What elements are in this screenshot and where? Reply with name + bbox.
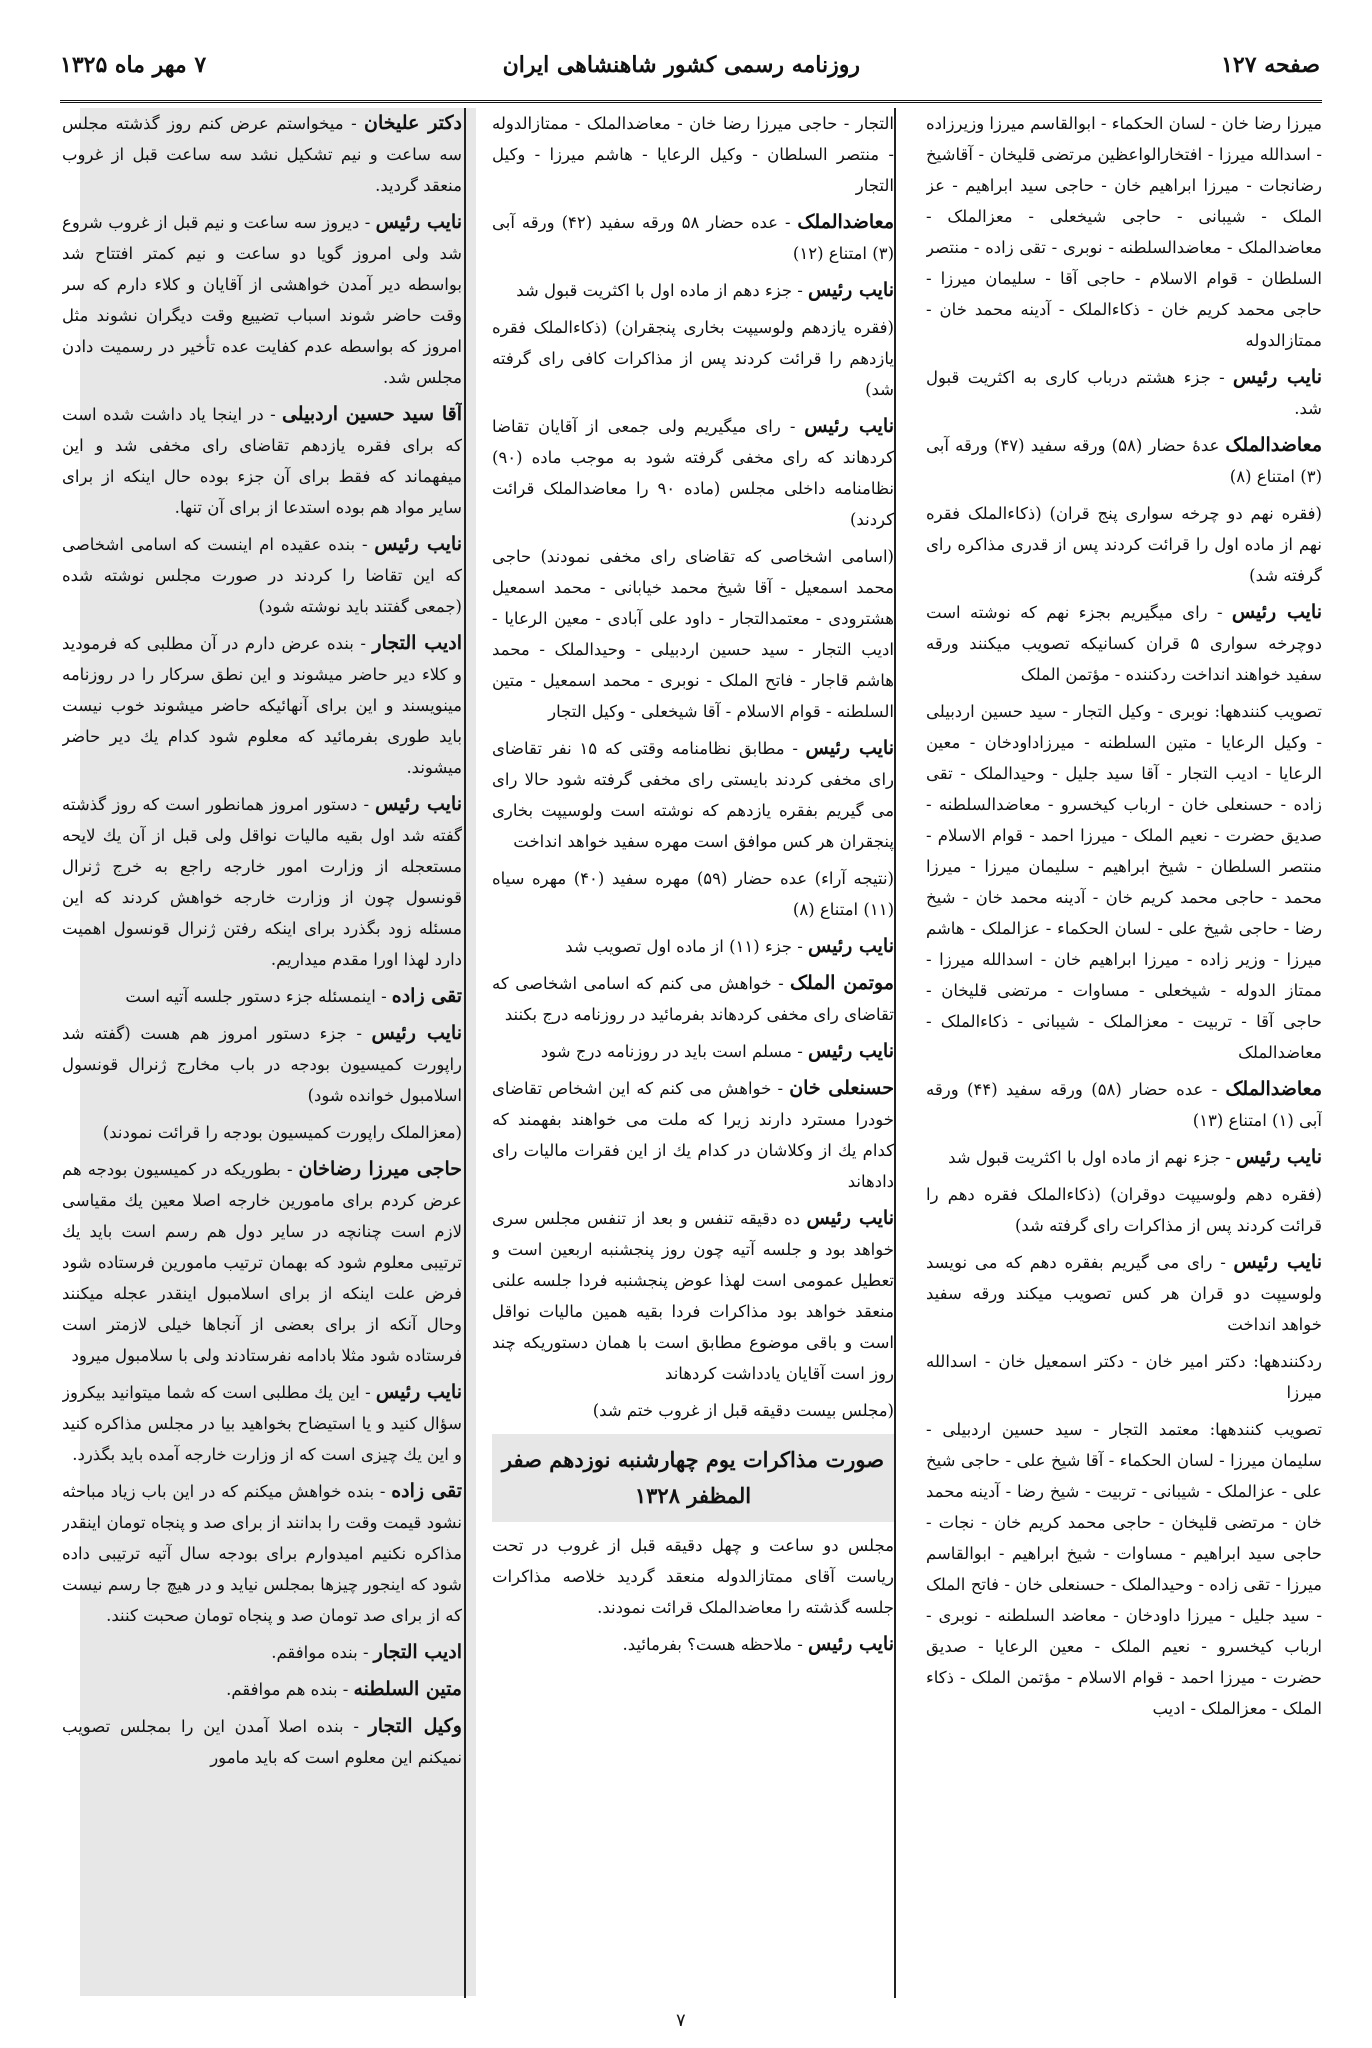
- paragraph-text: التجار - حاجی میرزا رضا خان - معاضدالملک - ممتازالدوله - منتصر السلطان - وکیل الرعایا - هاشم میرزا - وکیل التجار: [492, 114, 894, 195]
- paragraph-text: - جزء نهم از ماده اول با اکثریت قبول شد: [948, 1148, 1231, 1167]
- paragraph: [926, 498, 1322, 591]
- page-number: ۷: [676, 2010, 686, 2031]
- speaker-name: نایب رئیس: [804, 415, 894, 437]
- speaker-name: نایب رئیس: [807, 935, 894, 957]
- issue-date: ۷ مهر ماه ۱۳۲۵: [60, 52, 207, 78]
- paragraph: [926, 1142, 1322, 1173]
- paragraph: [492, 312, 894, 405]
- paragraph: [62, 789, 462, 975]
- page-label: صفحه ۱۲۷: [1221, 52, 1320, 78]
- paragraph: [62, 1476, 462, 1631]
- paragraph: [492, 1073, 894, 1197]
- paragraph-text: - عده حضار ۵۸ ورقه سفید (۴۲) ورقه آبی (۳) امتناع (۱۲): [492, 213, 894, 263]
- paragraph-text: (نتیجه آراء) عده حضار (۵۹) مهره سفید (۴۰) مهره سیاه (۱۱) امتناع (۸): [492, 869, 894, 919]
- paragraph-text: مجلس دو ساعت و چهل دقیقه قبل از غروب در تحت ریاست آقای ممتازالدوله منعقد گردید خلاصه مذاکرات جلسه گذشته را معاضدالملک قرائت نمودند.: [492, 1536, 894, 1617]
- paragraph: [62, 207, 462, 393]
- speaker-name: تقی زاده: [391, 1480, 462, 1502]
- speaker-name: نایب رئیس: [807, 279, 894, 301]
- speaker-name: نایب رئیس: [1235, 1146, 1322, 1168]
- speaker-name: تقی زاده: [391, 985, 462, 1007]
- speaker-name: نایب رئیس: [375, 211, 462, 233]
- paragraph-text: - جزء (۱۱) از ماده اول تصویب شد: [565, 937, 803, 956]
- speaker-name: وکیل التجار: [368, 1715, 462, 1737]
- paragraph-text: - جزء دهم از ماده اول با اکثریت قبول شد: [516, 281, 803, 300]
- paragraph-text: (اسامی اشخاصی که تقاضای رای مخفی نمودند) حاجی محمد اسمعیل - آقا شیخ محمد خیابانی - محمد اسمعیل هشترودی - معتمدالتجار - داود علی آبادی - معین الرعایا - ادیب التجار - سید حسین اردبیلی - وحیدالملک - محمد هاشم قاجار - فاتح الملک - نوبری - محمد اسمعیل - متین السلطنه - قوام الاسلام - آقا شیخعلی - وکیل التجار: [492, 547, 894, 721]
- paragraph: [926, 1346, 1322, 1408]
- paragraph-text: - بنده عقیده ام اینست که اسامی اشخاصی که این تقاضا را کردند در صورت مجلس نوشته شده (جمعی گفتند باید نوشته شود): [62, 535, 462, 616]
- paragraph: [926, 430, 1322, 492]
- paragraph: [492, 931, 894, 962]
- paragraph: [62, 1377, 462, 1470]
- paragraph-text: - این یك مطلبی است که شما میتوانید بیکروز سؤال کنید و یا استیضاح بخواهید بیا در مجلس مذاکره کنید و این یك چیزی است که از وزارت خارجه آمده باید بگذرد.: [62, 1383, 462, 1464]
- paragraph: [926, 1414, 1322, 1724]
- paragraph: [492, 733, 894, 857]
- paragraph-text: - دستور امروز همانطور است که روز گذشته گفته شد اول بقیه مالیات نواقل ولی قبل از آن یك لایحه مستعجله از وزارت امور خارجه راجع به خرج ژنرال قونسول چون از وزارت خارجه خواهش کردند که این مسئله زود بگذرد برای اینکه رفتن ژنرال قونسول اهمیت دارد لهذا اورا مقدم میداریم.: [62, 795, 462, 969]
- paragraph: [62, 981, 462, 1012]
- paragraph-text: (فقره دهم ولوسیپت دوقران) (ذکاءالملک فقره دهم را قرائت کردند پس از مذاکرات رای گرفته شد): [926, 1185, 1322, 1235]
- paragraph-text: - بنده خواهش میکنم که در این باب زیاد مباحثه نشود قیمت وقت را بدانند از برای صد و پنجاه تومان اینقدر مذاکره نکنیم امیدوارم برای بودجه سال آتیه ترتیبی داده شود که اینجور چیزها بمجلس نیاید و در هیچ جا رسم نیست که از برای صد تومان صد و پنجاه تومان صحبت کنند.: [62, 1482, 462, 1625]
- masthead-rule: [60, 100, 1322, 103]
- section-heading: صورت مذاکرات یوم چهارشنبه نوزدهم صفر المظفر ۱۳۲۸: [492, 1434, 894, 1522]
- paragraph: [62, 1674, 462, 1705]
- masthead: [60, 44, 1320, 96]
- newspaper-title: روزنامه رسمی کشور شاهنشاهی ایران: [502, 52, 860, 78]
- column-middle: [492, 108, 894, 1998]
- paragraph-text: ردکنندهها: دکتر امیر خان - دکتر اسمعیل خان - اسدالله میرزا: [926, 1352, 1322, 1402]
- speaker-name: ادیب التجار: [373, 1641, 462, 1663]
- paragraph-text: - بنده هم موافقم.: [226, 1680, 349, 1699]
- speaker-name: حسنعلی خان: [789, 1077, 894, 1099]
- paragraph-text: - جزء دستور امروز هم هست (گفته شد راپورت کمیسیون بودجه در باب مخارج ژنرال قونسول اسلامبول خوانده شود): [62, 1024, 462, 1105]
- paragraph-text: - رای می گیریم بفقره دهم که می نویسد ولوسیپت دو قران هر کس تصویب میکند ورقه سفید خواهد انداخت: [926, 1253, 1322, 1334]
- paragraph: [926, 1247, 1322, 1340]
- paragraph-text: - رای میگیریم بجزء نهم که نوشته است دوچرخه سواری ۵ قران کسانیکه تصویب میکنند ورقه سفید خواهند انداخت ردکننده - مؤتمن الملک: [926, 603, 1322, 684]
- paragraph-text: - مطابق نظامنامه وقتی که ۱۵ نفر تقاضای رای مخفی کردند بایستی رای مخفی گرفته شود حالا رای می گیریم بفقره یازدهم که نوشته است ولوسیپت بخاری پنجقران هر کس موافق است مهره سفید خواهد انداخت: [492, 739, 894, 851]
- paragraph: [492, 1395, 894, 1426]
- paragraph-text: تصویب کنندهها: معتمد التجار - سید حسین اردبیلی - سلیمان میرزا - لسان الحکماء - آقا شیخ علی - حاجی شیخ علی - عزالملک - شیبانی - تربیت - شیخ رضا - آدینه محمد خان - مرتضی قلیخان - حاجی محمد کریم خان - نجات - حاجی سید ابراهیم - مساوات - شیخ ابراهیم - ابوالقاسم میرزا - تقی زاده - وحیدالملک - حسنعلی خان - فاتح الملک - سید جلیل - میرزا داودخان - معاضد السلطنه - نوبری - ارباب کیخسرو - نعیم الملک - معین الرعایا - صدیق حضرت - میرزا احمد - قوام الاسلام - مؤتمن الملک - ذکاء الملک - معزالملک - ادیب: [926, 1420, 1322, 1718]
- paragraph-text: عدهٔ حضار (۵۸) ورقه سفید (۴۷) ورقه آبی (۳) امتناع (۸): [926, 436, 1322, 486]
- column-divider: [894, 108, 896, 1998]
- speaker-name: معاضدالملک: [1225, 1078, 1322, 1100]
- paragraph-text: - اینمسئله جزء دستور جلسه آتیه است: [125, 987, 387, 1006]
- speaker-name: نایب رئیس: [374, 533, 462, 555]
- paragraph: [492, 1629, 894, 1660]
- speaker-name: نایب رئیس: [1231, 601, 1322, 623]
- paragraph: [62, 108, 462, 201]
- paragraph: [492, 1530, 894, 1623]
- paragraph-text: (فقره یازدهم ولوسیپت بخاری پنجقران) (ذکاءالملک فقره یازدهم را قرائت کردند پس از مذاکرات کافی رای گرفته شد): [492, 318, 894, 399]
- paragraph-text: - خواهش می کنم که اسامی اشخاصی که تقاضای رای مخفی کردهاند بفرمائید در روزنامه درج بکنند: [492, 974, 894, 1024]
- paragraph-text: - بنده عرض دارم در آن مطلبی که فرمودید و کلاء دیر حاضر میشوند و این نطق سرکار را در روزنامه مینویسند و این برای آنهائیکه حاضر میشوند خوب نیست باید طوری بفرمائید که معلوم شود کدام یك دیر حاضر میشوند.: [62, 634, 462, 777]
- paragraph-text: میرزا رضا خان - لسان الحکماء - ابوالقاسم میرزا وزیرزاده - اسدالله میرزا - افتخارالواعظین مرتضی قلیخان - آقاشیخ رضانجات - میرزا ابراهیم خان - حاجی سید ابراهیم - عز الملک - شیبانی - حاجی شیخعلی - معزالملک - معاضدالملک - معاضدالسلطنه - نوبری - تقی زاده - منتصر السلطان - قوام الاسلام - حاجی آقا - سلیمان میرزا - حاجی محمد کریم خان - ذکاءالملک - آدینه محمد خان - ممتازالدوله: [926, 114, 1322, 350]
- paragraph-text: - میخواستم عرض کنم روز گذشته مجلس سه ساعت و نیم تشکیل نشد سه ساعت قبل از غروب منعقد گردید.: [62, 114, 462, 195]
- paragraph: [492, 411, 894, 535]
- paragraph: [492, 968, 894, 1030]
- paragraph: [926, 597, 1322, 690]
- paragraph: [926, 1179, 1322, 1241]
- speaker-name: نایب رئیس: [1232, 366, 1322, 388]
- paragraph-text: - ملاحظه هست؟ بفرمائید.: [622, 1635, 803, 1654]
- column-right: [926, 108, 1322, 1998]
- column-left: [62, 108, 462, 1998]
- speaker-name: نایب رئیس: [1233, 1251, 1322, 1273]
- paragraph-text: تصویب کنندهها: نوبری - وکیل التجار - سید حسین اردبیلی - وکیل الرعایا - متین السلطنه - میرزاداودخان - معین الرعایا - ادیب التجار - آقا سید جلیل - وحیدالملک - تقی زاده - حسنعلی خان - ارباب کیخسرو - معاضدالسلطنه - صدیق حضرت - نعیم الملک - میرزا احمد - قوام الاسلام - منتصر السلطان - شیخ ابراهیم - سلیمان میرزا - میرزا محمد - حاجی محمد کریم خان - آدینه محمد خان - شیخ رضا - حاجی شیخ علی - لسان الحکماء - عزالملک - هاشم میرزا - وزیر زاده - میرزا ابراهیم خان - اسدالله میرزا - ممتاز الدوله - شیخعلی - مساوات - مرتضی قلیخان - حاجی آقا - تربیت - معزالملک - شیبانی - ذکاءالملک - معاضدالملک: [926, 702, 1322, 1062]
- speaker-name: نایب رئیس: [805, 737, 894, 759]
- paragraph: [62, 1154, 462, 1371]
- paragraph: [62, 1711, 462, 1773]
- speaker-name: حاجی میرزا رضاخان: [298, 1158, 462, 1180]
- paragraph: [492, 863, 894, 925]
- speaker-name: معاضدالملک: [797, 211, 894, 233]
- paragraph: [492, 1203, 894, 1389]
- paragraph: [62, 399, 462, 523]
- paragraph-text: - مسلم است باید در روزنامه درج شود: [540, 1042, 803, 1061]
- paragraph-text: ده دقیقه تنفس و بعد از تنفس مجلس سری خواهد بود و جلسه آتیه چون روز پنجشنبه اربعین است و تعطیل عمومی است لهذا عوض پنجشنبه فردا جلسه علنی منعقد خواهد بود مذاکرات فردا بقیه همین مالیات نواقل است و باقی موضوع مطابق است با همان دستوریکه چند روز است آقایان یادداشت کردهاند: [492, 1209, 894, 1383]
- speaker-name: نایب رئیس: [807, 1633, 894, 1655]
- speaker-name: موتمن الملک: [790, 972, 894, 994]
- paragraph-text: - جزء هشتم درباب کاری به اکثریت قبول شد.: [926, 368, 1322, 418]
- paragraph: [926, 108, 1322, 356]
- paragraph: [62, 1018, 462, 1111]
- paragraph: [492, 1036, 894, 1067]
- paragraph: [926, 1074, 1322, 1136]
- paragraph-text: - عده حضار (۵۸) ورقه سفید (۴۴) ورقه آبی (۱) امتناع (۱۳): [926, 1080, 1322, 1130]
- paragraph-text: (فقره نهم دو چرخه سواری پنج قران) (ذکاءالملک فقره نهم از ماده اول را قرائت کردند پس از قدری مذاکره رای گرفته شد): [926, 504, 1322, 585]
- paragraph-text: - در اینجا یاد داشت شده است که برای فقره یازدهم تقاضای رای مخفی شد و این میفهماند که فقط برای آن جزء بوده حال اینکه از برای سایر مواد هم بوده استدعا از برای آن تنها.: [62, 405, 462, 517]
- paragraph-text: (مجلس بیست دقیقه قبل از غروب ختم شد): [592, 1401, 894, 1420]
- paragraph: [492, 275, 894, 306]
- paragraph: [926, 362, 1322, 424]
- speaker-name: نایب رئیس: [807, 1040, 894, 1062]
- paragraph: [926, 696, 1322, 1068]
- speaker-name: معاضدالملک: [1225, 434, 1322, 456]
- speaker-name: نایب رئیس: [371, 1022, 462, 1044]
- paragraph-text: - رای میگیریم ولی جمعی از آقایان تقاضا کردهاند که رای مخفی گرفته شود به موجب ماده (۹۰) نظامنامه داخلی مجلس (ماده ۹۰ را معاضدالملک قرائت کردند): [492, 417, 894, 529]
- paragraph: [62, 1117, 462, 1148]
- paragraph: [492, 207, 894, 269]
- paragraph-text: (معزالملک راپورت کمیسیون بودجه را قرائت نمودند): [102, 1123, 462, 1142]
- speaker-name: نایب رئیس: [806, 1207, 894, 1229]
- speaker-name: نایب رئیس: [375, 1381, 462, 1403]
- paragraph-text: - بنده موافقم.: [271, 1643, 369, 1662]
- column-divider: [464, 108, 466, 1998]
- paragraph-text: - دیروز سه ساعت و نیم قبل از غروب شروع شد ولی امروز گویا دو ساعت و نیم کمتر افتتاح شد بواسطه دیر آمدن خواهشی از آقایان و کلاء دارم که سر وقت حاضر شوند اسباب تضییع وقت دیگران نشوند مثل امروز که بواسطه عدم کفایت عده تأخیر در رسمیت دادن مجلس شد.: [62, 213, 462, 387]
- paragraph-text: - بطوریکه در کمیسیون بودجه هم عرض کردم برای مامورین خارجه اصلا معین یك مقیاسی لازم است چنانچه در سایر دول هم رسم است باید یك ترتیبی معلوم شود که بهمان ترتیب مامورین فرستاده شود فرض علت اینکه از برای اسلامبول اینقدر عجله میکنند وحال آنکه از برای بعضی از آنجاها خیلی لازمتر است فرستاده شود مثلا بادامه نفرستادند ولی با سلامبول میرود: [62, 1160, 462, 1365]
- speaker-name: دکتر علیخان: [364, 112, 462, 134]
- paragraph: [62, 628, 462, 783]
- paragraph: [62, 1637, 462, 1668]
- paragraph-text: - بنده اصلا آمدن این را بمجلس تصویب نمیکنم این معلوم است که باید مامور: [62, 1717, 462, 1767]
- speaker-name: آقا سید حسین اردبیلی: [281, 403, 462, 425]
- paragraph: [492, 108, 894, 201]
- speaker-name: متین السلطنه: [353, 1678, 462, 1700]
- speaker-name: نایب رئیس: [375, 793, 462, 815]
- paragraph: [62, 529, 462, 622]
- paragraph-text: - خواهش می کنم که این اشخاص تقاضای خودرا مسترد دارند زیرا که ملت می خواهند بفهمند که کدام یك از وکلاشان در کدام یك از این فقرات مالیات رای دادهاند: [492, 1079, 894, 1191]
- paragraph: [492, 541, 894, 727]
- speaker-name: ادیب التجار: [372, 632, 462, 654]
